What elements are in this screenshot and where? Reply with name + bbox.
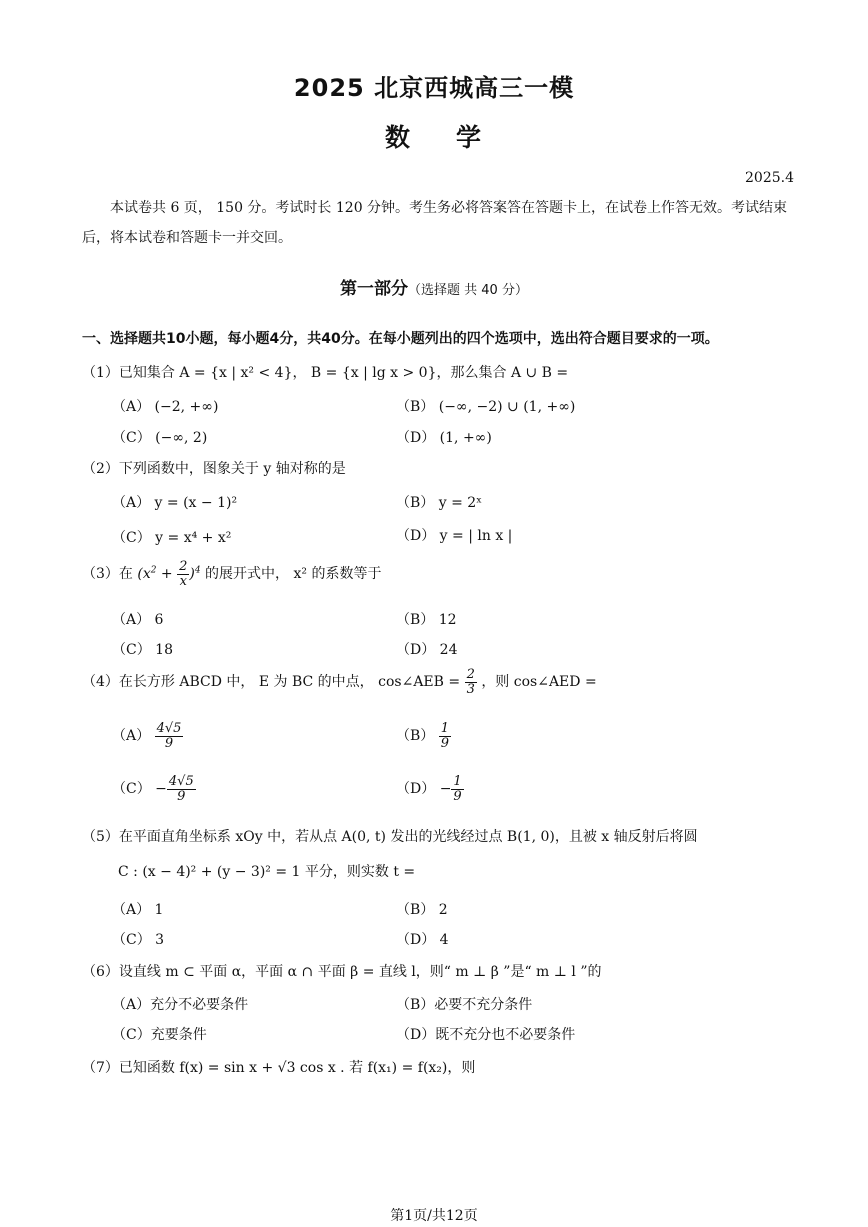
question-4-option-b-label: （B） (396, 728, 435, 745)
question-1-option-a: （A） (−2, +∞) (112, 399, 219, 415)
question-1-option-b: （B） (−∞, −2) ∪ (1, +∞) (396, 399, 576, 415)
question-3-suffix: 的展开式中， x² 的系数等于 (205, 566, 382, 583)
question-4-option-a-label: （A） (112, 728, 151, 745)
subject-char-1: 数 (384, 123, 412, 152)
question-2-option-d: （D） y = | ln x | (396, 528, 513, 544)
subject-char-2: 学 (456, 123, 484, 152)
question-4-prefix: （4）在长方形 ABCD 中， E 为 BC 的中点， cos∠AEB = (82, 674, 461, 691)
question-2-option-a: （A） y = (x − 1)² (112, 495, 238, 511)
question-5-stem-line-2: C : (x − 4)² + (y − 3)² = 1 平分，则实数 t = (118, 864, 416, 880)
question-4-option-b (396, 722, 451, 750)
fraction-2-over-x: $\frac{2}{x}$ (179, 559, 188, 589)
exam-date: 2025.4 (745, 170, 794, 186)
exam-title: 2025 北京西城高三一模 (293, 74, 575, 102)
question-1-option-d: （D） (1, +∞) (396, 430, 492, 446)
question-3-stem (82, 560, 381, 588)
fraction-2-over-3: $\frac{2}{3}$ (466, 667, 475, 697)
question-5-stem: （5）在平面直角坐标系 xOy 中，若从点 A(0, t) 发出的光线经过点 B(1, 0)，且被 x 轴反射后将圆 (82, 829, 698, 845)
part-title: 第一部分 (340, 279, 409, 299)
page-footer: 第1页/共12页 (390, 1208, 478, 1224)
exam-instructions: 本试卷共 6 页， 150 分。考试时长 120 分钟。考生务必将答案答在答题卡上，在试卷上作答无效。考试结束后，将本试卷和答题卡一并交回。 (82, 200, 788, 246)
question-3-option-c: （C） 18 (112, 642, 173, 658)
fraction-1-over-9: $\frac{1}{9}$ (440, 721, 450, 751)
question-3-option-a: （A） 6 (112, 612, 164, 628)
fraction-4root5-over-9: $\frac{4√5}{9}$ (156, 721, 182, 751)
question-5-option-c: （C） 3 (112, 932, 165, 948)
question-3-prefix: （3）在 (82, 566, 133, 583)
question-4-option-d-label: （D） (396, 781, 436, 798)
question-6-option-d: （D）既不充分也不必要条件 (396, 1027, 576, 1043)
part-heading (0, 274, 868, 299)
question-4-option-c: （C） − $\frac{4√5}{9}$ (112, 774, 194, 804)
question-2-stem: （2）下列函数中，图象关于 y 轴对称的是 (82, 461, 346, 477)
question-7-stem: （7）已知函数 f(x) = sin x + √3 cos x . 若 f(x₁) = f(x₂)，则 (82, 1060, 476, 1076)
fraction-neg-1-over-9: $\frac{1}{9}$ (453, 774, 462, 804)
fraction-neg-4root5-over-9: $\frac{4√5}{9}$ (168, 774, 194, 804)
question-5-option-b: （B） 2 (396, 902, 448, 918)
question-3-option-d: （D） 24 (396, 642, 458, 658)
question-3-option-b: （B） 12 (396, 612, 457, 628)
question-2-option-c: （C） y = x⁴ + x² (112, 530, 232, 546)
question-4-option-a (112, 722, 183, 750)
subject-title (0, 118, 868, 154)
question-6-option-a: （A）充分不必要条件 (112, 997, 249, 1013)
question-4-stem (82, 668, 597, 696)
question-2-option-b: （B） y = 2ˣ (396, 495, 483, 511)
question-3-expression: ($x^2$ + $\frac{2}{x}$ )$^4$ (137, 559, 201, 589)
question-5-option-a: （A） 1 (112, 902, 164, 918)
question-1-option-c: （C） (−∞, 2) (112, 430, 208, 446)
question-6-option-c: （C）充要条件 (112, 1027, 207, 1043)
question-4-option-c-label: （C） (112, 781, 151, 798)
question-4-option-d: （D） − $\frac{1}{9}$ (396, 774, 462, 804)
section-heading: 一、选择题共10小题，每小题4分，共40分。在每小题列出的四个选项中，选出符合题目要求的一项。 (82, 331, 719, 347)
question-6-stem: （6）设直线 m ⊂ 平面 α，平面 α ∩ 平面 β = 直线 l，则“ m ⊥ β ”是“ m ⊥ l ”的 (82, 964, 602, 980)
question-5-option-d: （D） 4 (396, 932, 449, 948)
question-6-option-b: （B）必要不充分条件 (396, 997, 533, 1013)
part-note: （选择题 共 40 分） (408, 283, 528, 298)
question-4-suffix: ，则 cos∠AED = (481, 674, 597, 691)
question-1-stem: （1）已知集合 A = {x | x² < 4}， B = {x | lg x > 0}，那么集合 A ∪ B = (82, 365, 569, 381)
